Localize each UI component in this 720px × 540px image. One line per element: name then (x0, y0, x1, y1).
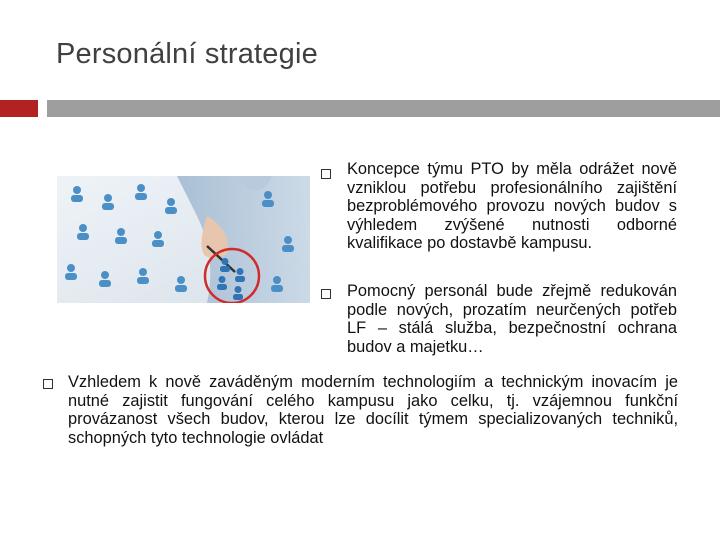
bullet-text-1: Koncepce týmu PTO by měla odrážet nově vzniklou potřebu profesionálního zajištění bezproblémového provozu nových budov s výhledem zvýšené nutnosti odborné kvalifikace po dostavbě kampusu. (347, 160, 677, 253)
square-bullet-icon (321, 169, 331, 179)
title-accent-bar-red (0, 100, 38, 117)
page-title: Personální strategie (56, 38, 318, 70)
bullet-text-3: Vzhledem k nově zaváděným moderním technologiím a technickým inovacím je nutné zajistit fungování celého kampusu jako celku, tj. vzájemnou funkční provázanost všech budov, kterou lze docílit týmem specializovaných techniků, schopných tyto technologie ovládat (68, 373, 678, 447)
square-bullet-icon (321, 289, 331, 299)
people-network-image (57, 176, 310, 303)
bullet-text-2: Pomocný personál bude zřejmě redukován podle nových, prozatím neurčených potřeb LF – stálá služba, bezpečnostní ochrana budov a majetku… (347, 282, 677, 356)
title-accent-bar-gray (47, 100, 720, 117)
square-bullet-icon (43, 379, 53, 389)
